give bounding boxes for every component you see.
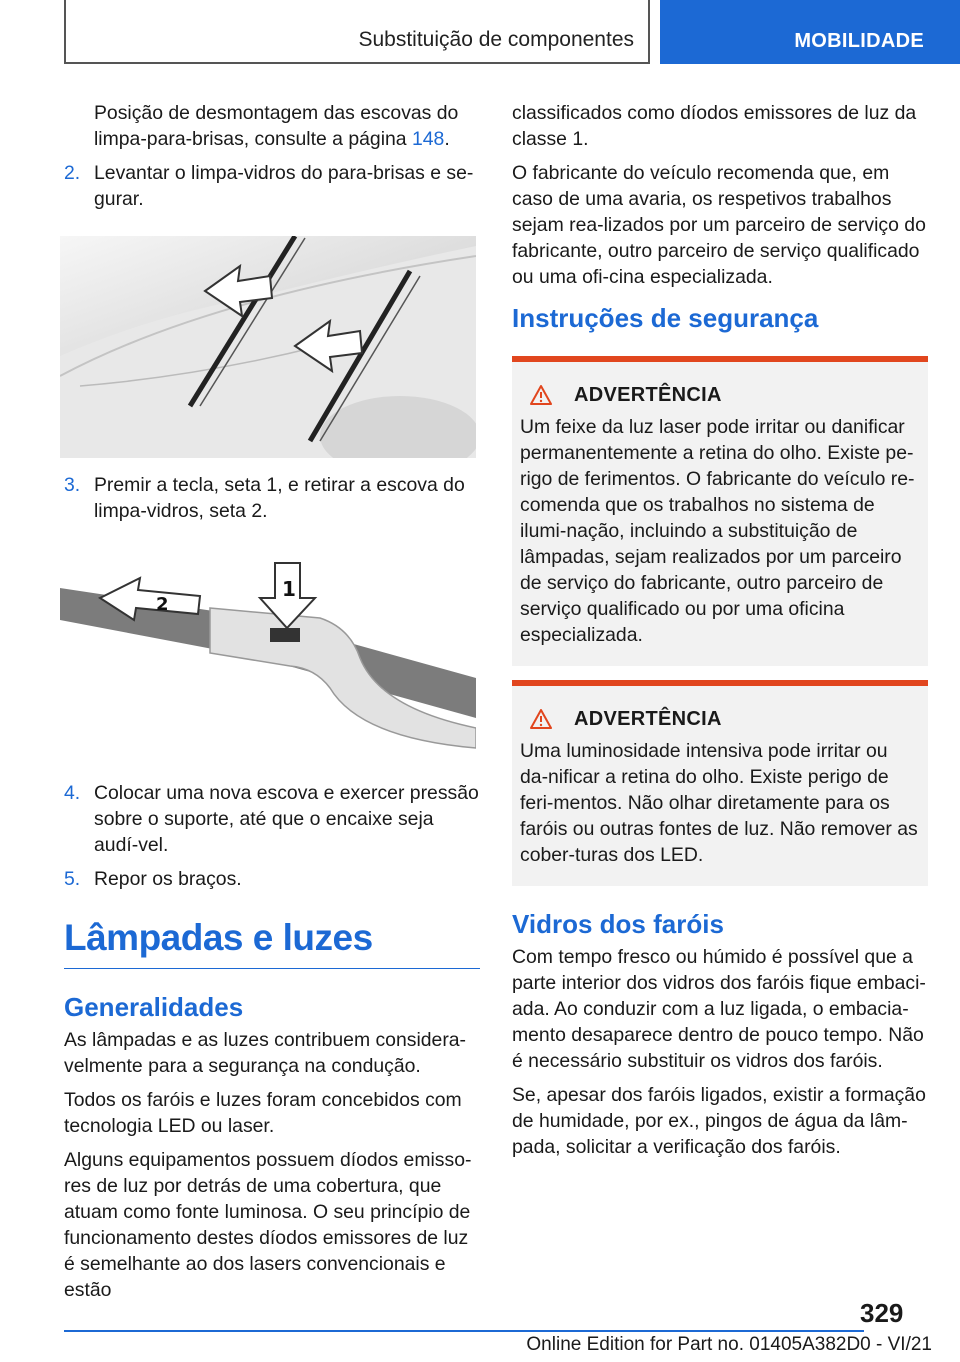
paragraph: As lâmpadas e as luzes contribuem considera-velmente para a segurança na condução. [64,1029,467,1077]
warning-box [512,356,928,666]
warning-title: ADVERTÊNCIA [574,708,722,730]
page-link[interactable]: 148 [411,128,445,150]
step-4 [64,780,480,858]
step-text: Repor os braços. [94,868,242,890]
wiper-arm-illustration [60,236,476,458]
wiper-arm-drawing [60,236,476,458]
arrow-1-label: 1 [282,577,296,601]
step-number: 5. [64,868,81,890]
warning-title: ADVERTÊNCIA [574,384,722,406]
step-number: 3. [64,474,81,496]
step-number: 4. [64,782,81,804]
warning-triangle-icon [530,384,552,406]
paragraph: Todos os faróis e luzes foram concebidos com tecnologia LED ou laser. [64,1089,462,1137]
page-number: 329 [860,1298,904,1328]
warning-header [520,382,920,408]
step-5 [64,866,480,892]
section-heading-glass: Vidros dos faróis [512,909,724,939]
paragraph: Alguns equipamentos possuem díodos emisso-res de luz por detrás de uma cobertura, que atuam como fonte luminosa. O seu princípio de funcionamento destes díodos emissores de luz é semelhante ao dos lasers convencionais e estão [64,1149,472,1301]
paragraph: O fabricante do veículo recomenda que, em caso de uma avaria, os respetivos trabalhos sejam rea-lizados por um parceiro de serviço do fabricante, outro parceiro de serviço qualificado ou uma ofi-cina especializada. [512,162,926,288]
left-column [64,100,480,1311]
paragraph: Se, apesar dos faróis ligados, existir a formação de humidade, por ex., pingos de água da lâm-pada, solicitar a verificação dos faróis. [512,1084,926,1158]
section-heading-safety: Instruções de segurança [512,303,819,333]
step-3 [64,472,480,524]
section-title: Substituição de componentes [358,28,634,51]
step-2 [64,160,480,212]
step-text: Colocar uma nova escova e exercer pressão sobre o suporte, até que o encaixe seja audí-vel. [94,782,479,856]
section-heading-generalidades: Generalidades [64,992,244,1022]
footer-divider [64,1330,864,1332]
wiper-blade-drawing [60,558,476,766]
warning-header [520,706,920,732]
intro-paragraph: Posição de desmontagem das escovas do limpa-para-brisas, consulte a página 148. [94,102,459,150]
step-text: Premir a tecla, seta 1, e retirar a escova do limpa-vidros, seta 2. [94,474,465,522]
header-section-tab [64,0,650,64]
step-number: 2. [64,162,81,184]
chapter-heading: Lâmpadas e luzes [64,916,480,969]
warning-box [512,680,928,886]
arrow-2-label: 2 [156,594,169,615]
warning-text: Uma luminosidade intensiva pode irritar ou da-nificar a retina do olho. Existe perigo de feri-mentos. Não olhar diretamente para os faróis ou outras fontes de luz. Não remover as cober-turas dos LED. [520,740,918,866]
right-column [512,100,928,1168]
wiper-blade-illustration [60,558,476,766]
step-text: Levantar o limpa-vidros do para-brisas e se-gurar. [94,162,474,210]
header-chapter-tab[interactable] [660,0,960,64]
paragraph: classificados como díodos emissores de luz da classe 1. [512,102,917,150]
paragraph: Com tempo fresco ou húmido é possível que a parte interior dos vidros dos faróis fique embaci-ada. Ao conduzir com a luz ligada, o embacia-mento desaparece dentro de pouco tempo. Não é necessário substituir os vidros dos faróis. [512,946,926,1072]
warning-text: Um feixe da luz laser pode irritar ou danificar permanentemente a retina do olho. Existe pe-rigo de ferimentos. O fabricante do veículo re-comenda que os trabalhos no sistema de ilumi-nação, incluindo a substituição de lâmpadas, sejam realizados por um parceiro de serviço do fabricante, outro parceiro de serviço qualificado ou por uma oficina especializada. [520,416,915,646]
footer-edition: Online Edition for Part no. 01405A382D0 - VI/21 [526,1334,932,1355]
warning-triangle-icon [530,708,552,730]
chapter-title: MOBILIDADE [794,30,924,52]
